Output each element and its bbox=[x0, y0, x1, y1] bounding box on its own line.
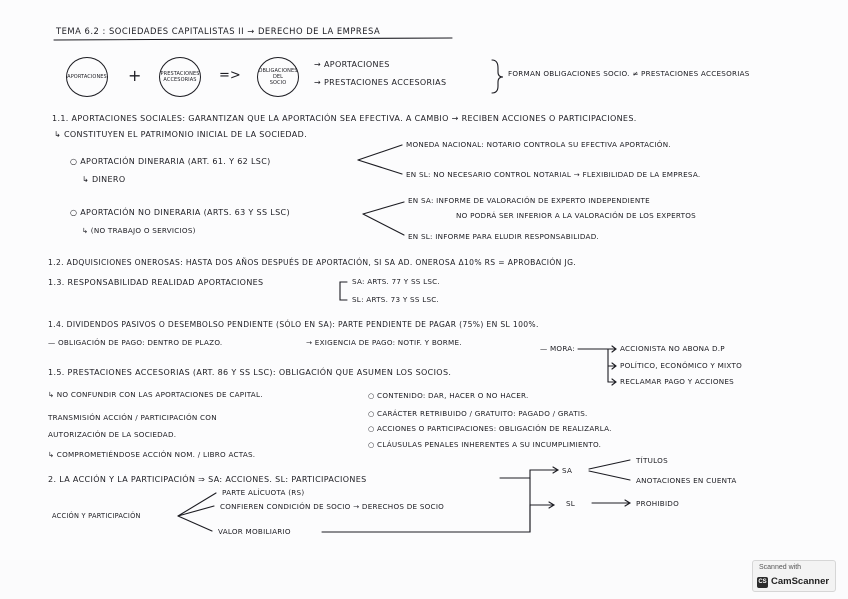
s11-sa1: EN SA: INFORME DE VALORACIÓN DE EXPERTO INDEPENDIENTE bbox=[408, 196, 650, 205]
scanner-caption: Scanned with bbox=[759, 564, 802, 571]
s13-line: 1.3. RESPONSABILIDAD REALIDAD APORTACIONES bbox=[48, 278, 264, 287]
s13-sl: SL: ARTS. 73 Y SS LSC. bbox=[352, 295, 440, 304]
s14-mora-2: POLÍTICO, ECONÓMICO Y MIXTO bbox=[620, 361, 742, 370]
s2-valor-mobiliario: VALOR MOBILIARIO bbox=[218, 527, 291, 536]
s14-mora: — MORA: bbox=[540, 344, 575, 353]
s2-fork-anot bbox=[589, 471, 630, 480]
title-underline bbox=[54, 38, 452, 40]
s12-line: 1.2. ADQUISICIONES ONEROSAS: HASTA DOS AÑOS DESPUÉS DE APORTACIÓN, SI SA AD. ONEROSA Δ10% RS = APROBACIÓN JG. bbox=[48, 258, 577, 267]
s15-line1: 1.5. PRESTACIONES ACCESORIAS (ART. 86 Y SS LSC): OBLIGACIÓN QUE ASUMEN LOS SOCIOS. bbox=[48, 368, 452, 377]
s15-line2: ↳ NO CONFUNDIR CON LAS APORTACIONES DE CAPITAL. bbox=[48, 390, 263, 399]
s15-line3a: TRANSMISIÓN ACCIÓN / PARTICIPACIÓN CON bbox=[48, 413, 217, 422]
s11-dineraria: ○ APORTACIÓN DINERARIA (ART. 61. Y 62 LSC) bbox=[70, 157, 271, 166]
circle-prestaciones bbox=[159, 57, 201, 97]
s2-titulos: TÍTULOS bbox=[636, 456, 668, 465]
s11-trabajo: ↳ (NO TRABAJO O SERVICIOS) bbox=[82, 226, 196, 235]
s2-prohibido: PROHIBIDO bbox=[636, 499, 680, 508]
s2-arrow-sa bbox=[500, 467, 558, 478]
s11-sl2: EN SL: INFORME PARA ELUDIR RESPONSABILIDAD. bbox=[408, 232, 600, 241]
s15-bullet4: ○ CLÁUSULAS PENALES INHERENTES A SU INCUMPLIMIENTO. bbox=[368, 440, 602, 449]
s2-accion-participacion: ACCIÓN Y PARTICIPACIÓN bbox=[52, 512, 141, 520]
s11-moneda: MONEDA NACIONAL: NOTARIO CONTROLA SU EFECTIVA APORTACIÓN. bbox=[406, 140, 671, 149]
s2-line1: 2. LA ACCIÓN Y LA PARTICIPACIÓN ⇒ SA: ACCIONES. SL: PARTICIPACIONES bbox=[48, 475, 367, 484]
s14-line2: — OBLIGACIÓN DE PAGO: DENTRO DE PLAZO. bbox=[48, 338, 223, 347]
s11-line2: ↳ CONSTITUYEN EL PATRIMONIO INICIAL DE LA SOCIEDAD. bbox=[54, 130, 308, 139]
ap-fork-mid bbox=[178, 506, 214, 516]
s15-bullet3: ○ ACCIONES O PARTICIPACIONES: OBLIGACIÓN DE REALIZARLA. bbox=[368, 424, 612, 433]
plus-sign: + bbox=[128, 66, 142, 85]
s11-sa2: NO PODRÁ SER INFERIOR A LA VALORACIÓN DE LOS EXPERTOS bbox=[456, 211, 696, 220]
s2-arrow-proh bbox=[592, 500, 630, 506]
mora-arrow-1 bbox=[608, 346, 616, 352]
page-title: TEMA 6.2 : SOCIEDADES CAPITALISTAS II → DERECHO DE LA EMPRESA bbox=[56, 26, 381, 36]
s14-mora-3: RECLAMAR PAGO Y ACCIONES bbox=[620, 377, 734, 386]
formula-note: FORMAN OBLIGACIONES SOCIO. ≠ PRESTACIONES ACCESORIAS bbox=[508, 69, 750, 78]
ap-fork-top bbox=[178, 493, 216, 516]
circle-obligaciones-label: OBLIGACIONES DEL SOCIO bbox=[258, 68, 298, 86]
fork-din-top bbox=[358, 145, 402, 160]
s14-mora-1: ACCIONISTA NO ABONA D.P bbox=[620, 344, 725, 353]
s15-line3b: AUTORIZACIÓN DE LA SOCIEDAD. bbox=[48, 430, 177, 439]
s11-line1: 1.1. APORTACIONES SOCIALES: GARANTIZAN QUE LA APORTACIÓN SEA EFECTIVA. A CAMBIO → RECIBEN ACCIONES O PARTICIPACIONES. bbox=[52, 114, 637, 123]
s14-line1: 1.4. DIVIDENDOS PASIVOS O DESEMBOLSO PENDIENTE (SÓLO EN SA): PARTE PENDIENTE DE PAGAR (75%) EN SL 100%. bbox=[48, 320, 539, 329]
formula-brace bbox=[492, 60, 503, 93]
s15-line4: ↳ COMPROMETIÉNDOSE ACCIÓN NOM. / LIBRO ACTAS. bbox=[48, 450, 256, 459]
s15-bullet2: ○ CARÁCTER RETRIBUIDO / GRATUITO: PAGADO / GRATIS. bbox=[368, 409, 588, 418]
mora-arrow-3 bbox=[608, 379, 616, 385]
implies-arrow: => bbox=[219, 68, 241, 83]
s2-confieren: CONFIEREN CONDICIÓN DE SOCIO → DERECHOS DE SOCIO bbox=[220, 502, 445, 511]
camscanner-badge bbox=[752, 560, 836, 592]
camscanner-logo-icon: CS bbox=[757, 577, 768, 588]
s11-no-dineraria: ○ APORTACIÓN NO DINERARIA (ARTS. 63 Y SS LSC) bbox=[70, 208, 290, 217]
formula-r1: → APORTACIONES bbox=[314, 60, 390, 69]
fork-nodin-bottom bbox=[363, 214, 404, 235]
s2-sa: SA bbox=[562, 466, 573, 475]
circle-aportaciones bbox=[66, 57, 108, 97]
bracket-13 bbox=[340, 282, 347, 300]
s11-sl: EN SL: NO NECESARIO CONTROL NOTARIAL → FLEXIBILIDAD DE LA EMPRESA. bbox=[406, 170, 701, 179]
formula-r2: → PRESTACIONES ACCESORIAS bbox=[314, 78, 447, 87]
s15-bullet1: ○ CONTENIDO: DAR, HACER O NO HACER. bbox=[368, 391, 529, 400]
s2-anotaciones: ANOTACIONES EN CUENTA bbox=[636, 476, 737, 485]
circle-obligaciones bbox=[257, 57, 299, 97]
ap-fork-bot bbox=[178, 516, 212, 531]
fork-nodin-top bbox=[363, 202, 404, 214]
mora-arrow-2 bbox=[608, 363, 616, 369]
s14-line3: → EXIGENCIA DE PAGO: NOTIF. Y BORME. bbox=[306, 338, 462, 347]
circle-prestaciones-label: PRESTACIONES ACCESORIAS bbox=[160, 71, 200, 83]
scanner-brand: CamScanner bbox=[771, 576, 830, 587]
s13-sa: SA: ARTS. 77 Y SS LSC. bbox=[352, 277, 440, 286]
s2-fork-titulos bbox=[589, 460, 630, 469]
fork-din-bottom bbox=[358, 160, 402, 174]
s11-dinero: ↳ DINERO bbox=[82, 175, 126, 184]
s2-sl: SL bbox=[566, 499, 576, 508]
circle-aportaciones-label: APORTACIONES bbox=[67, 74, 107, 80]
s2-parte-alicuota: PARTE ALÍCUOTA (RS) bbox=[222, 488, 305, 497]
